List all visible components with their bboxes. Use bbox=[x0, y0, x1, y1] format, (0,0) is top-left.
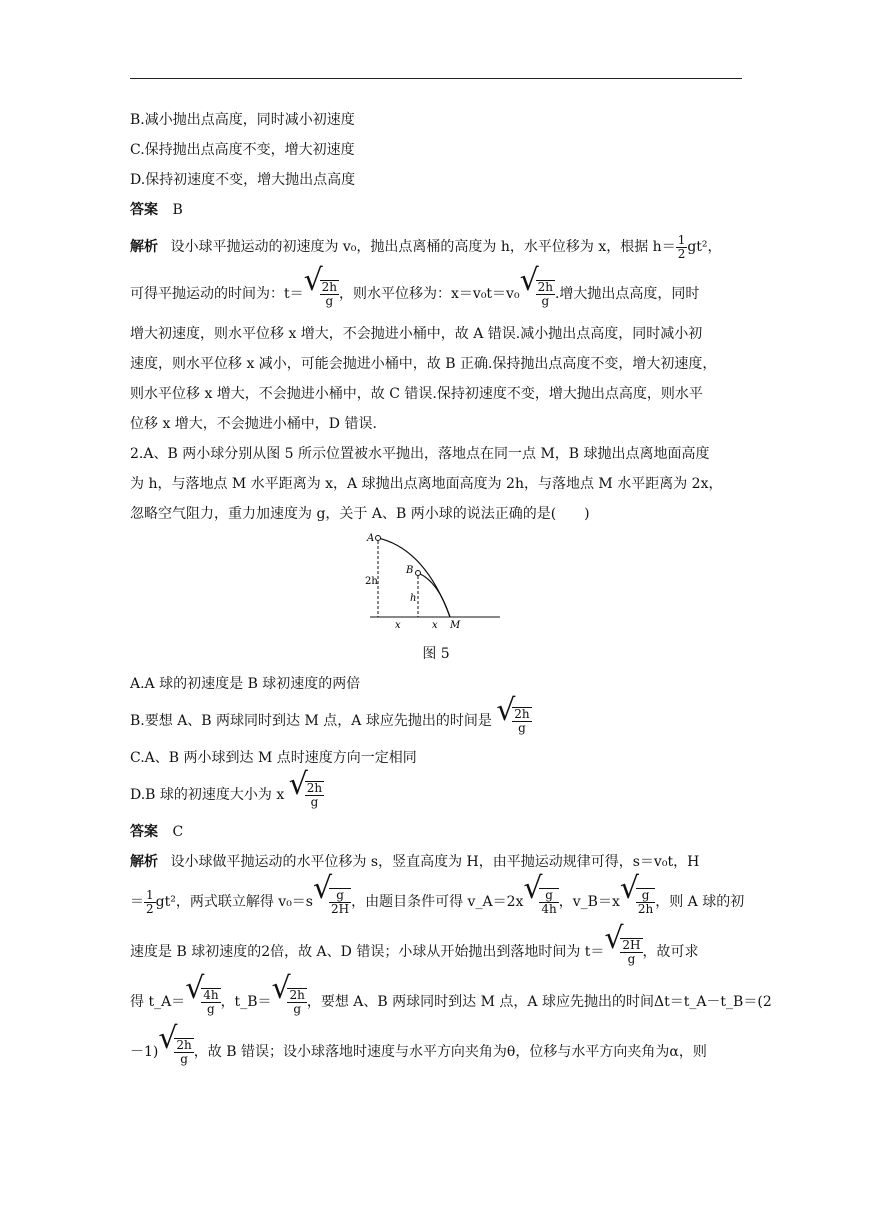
ball-a-icon bbox=[376, 536, 381, 541]
q1-analysis-line-6: 位移 x 增大，不会抛进小桶中，D 错误. bbox=[130, 416, 377, 432]
q2-analysis-line-1: 解析 设小球做平抛运动的水平位移为 s，竖直高度为 H，由平抛运动规律可得，s＝v₀t，H bbox=[130, 854, 700, 870]
label-2h: 2h bbox=[365, 576, 378, 587]
q2-option-b: B.要想 A、B 两球同时到达 M 点，A 球应先抛出的时间是 √ $\frac{2h}{g}$ bbox=[130, 699, 742, 743]
q1-analysis-line-2: 可得平抛运动的时间为：t＝ √ $\frac{2h}{g}$ ，则水平位移为：x＝v₀t＝v₀ √ $\frac{2h}{g}$ .增大抛出点高度，同时 bbox=[130, 269, 742, 319]
answer-label: 答案 bbox=[130, 824, 158, 840]
label-x2: x bbox=[432, 620, 438, 629]
sqrt-expr: √ $\frac{2h}{g}$ bbox=[496, 699, 531, 743]
label-m: M bbox=[450, 620, 461, 629]
q1-answer bbox=[130, 195, 742, 225]
label-x1: x bbox=[395, 620, 401, 629]
page-content bbox=[130, 105, 772, 1077]
sqrt-expr: √ $\frac{2h}{g}$ bbox=[520, 269, 555, 319]
analysis-label: 解析 bbox=[130, 854, 158, 870]
ball-b-icon bbox=[416, 571, 421, 576]
label-b: B bbox=[406, 565, 414, 576]
q1-analysis-line-5: 则水平位移 x 增大，不会抛进小桶中，故 C 错误.保持初速度不变，增大抛出点高度，则水平 bbox=[130, 386, 703, 402]
figure-5 bbox=[130, 529, 742, 639]
analysis-label: 解析 bbox=[130, 239, 158, 255]
answer-label: 答案 bbox=[130, 202, 158, 218]
q2-answer bbox=[130, 817, 742, 847]
sqrt-expr: √ $\frac{2h}{g}$ bbox=[304, 269, 339, 319]
q2-option-d: D.B 球的初速度大小为 x √ $\frac{2h}{g}$ bbox=[130, 773, 742, 817]
q2-analysis-line-3: 速度是 B 球初速度的2倍，故 A、D 错误；小球从开始抛出到落地时间为 t＝ √ $\frac{2H}{g}$ ，故可求 bbox=[130, 927, 742, 977]
q2-option-a: A.A 球的初速度是 B 球初速度的两倍 bbox=[130, 676, 361, 692]
fraction: $\frac{1}{2}$ bbox=[677, 232, 686, 261]
figure-caption: 图 5 bbox=[422, 646, 450, 662]
q2-analysis-line-5: －1) √ $\frac{2h}{g}$ ，故 B 错误；设小球落地时速度与水平方向夹角为θ，位移与水平方向夹角为α，则 bbox=[130, 1027, 742, 1077]
q2-option-c: C.A、B 两小球到达 M 点时速度方向一定相同 bbox=[130, 750, 417, 766]
label-h: h bbox=[410, 593, 417, 604]
q1-analysis-line-3: 增大初速度，则水平位移 x 增大，不会抛进小桶中，故 A 错误.减小抛出点高度，同时减小初 bbox=[130, 326, 703, 342]
trajectory-diagram bbox=[365, 529, 505, 629]
header-rule bbox=[130, 78, 742, 79]
option-c: C.保持抛出点高度不变，增大初速度 bbox=[130, 142, 355, 158]
q1-analysis-line-4: 速度，则水平位移 x 减小，可能会抛进小桶中，故 B 正确.保持抛出点高度不变，增大初速度， bbox=[130, 356, 717, 372]
answer-value: B bbox=[172, 202, 183, 218]
q2-analysis-line-2: ＝ $\frac{1}{2}$ gt²，两式联立解得 v₀＝s √ $\frac{g}{2H}$ ，由题目条件可得 v_A＝2x √ $\frac{g}{4h}$ ，v_B＝x √ $\frac{g}{2h}$ ，则 A 球的初 bbox=[130, 877, 742, 927]
q2-stem-3: 忽略空气阻力，重力加速度为 g，关于 A、B 两小球的说法正确的是( ) bbox=[130, 506, 590, 522]
option-d: D.保持初速度不变，增大抛出点高度 bbox=[130, 172, 356, 188]
q1-analysis-line-1: 解析 设小球平抛运动的初速度为 v₀，抛出点离桶的高度为 h，水平位移为 x，根据 h＝ $\frac{1}{2}$ gt²， bbox=[130, 232, 722, 261]
option-b: B.减小抛出点高度，同时减小初速度 bbox=[130, 112, 355, 128]
answer-value: C bbox=[172, 824, 184, 840]
trajectory-a bbox=[378, 538, 450, 617]
label-a: A bbox=[367, 533, 375, 544]
q2-analysis-line-4: 得 t_A＝ √ $\frac{4h}{g}$ ，t_B＝ √ $\frac{2h}{g}$ ，要想 A、B 两球同时到达 M 点，A 球应先抛出的时间Δt＝t_A－t_B＝(2 bbox=[130, 977, 742, 1027]
q2-stem-2: 为 h，与落地点 M 水平距离为 x，A 球抛出点离地面高度为 2h，与落地点 M 水平距离为 2x， bbox=[130, 476, 723, 492]
trajectory-b bbox=[418, 573, 450, 617]
sqrt-expr: √ $\frac{2h}{g}$ bbox=[289, 773, 324, 817]
q2-stem-1: 2.A、B 两小球分别从图 5 所示位置被水平抛出，落地点在同一点 M，B 球抛出点离地面高度 bbox=[130, 446, 710, 462]
